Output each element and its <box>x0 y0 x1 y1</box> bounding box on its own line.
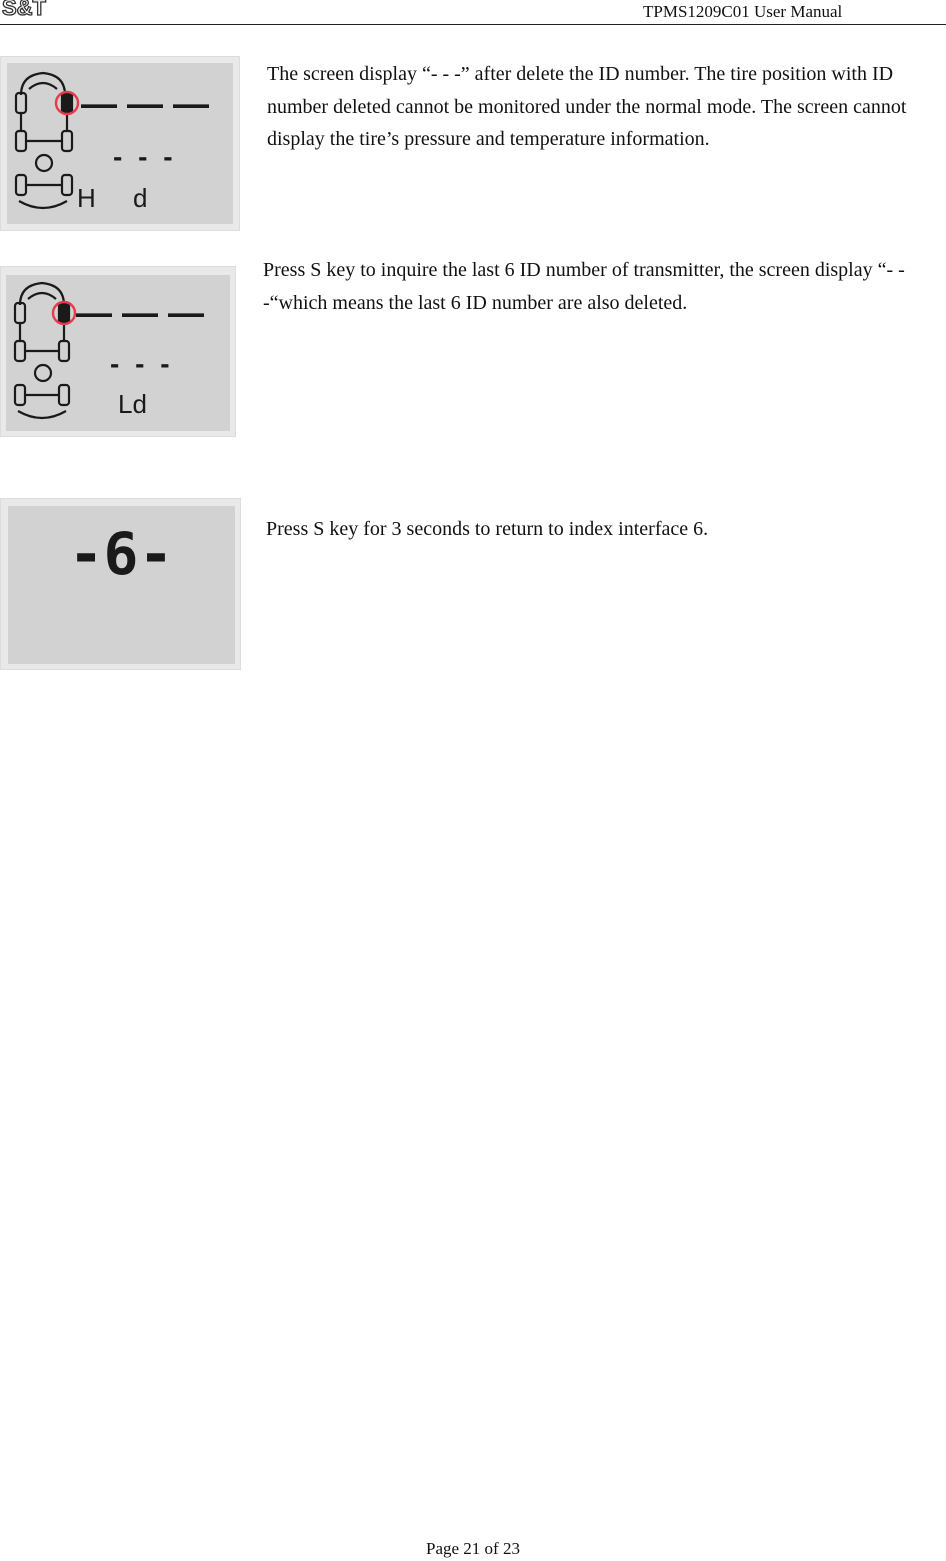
section-1-text: The screen display “- - -” after delete the ID number. The tire position with ID number deleted cannot be monitored under the normal mode. The screen cannot display the tire’s pressure and temperature information. <box>267 63 907 150</box>
lcd-screenshot-last6-deleted <box>0 266 236 437</box>
document-title: TPMS1209C01 User Manual <box>643 2 843 21</box>
index-reading: -6- <box>68 520 174 588</box>
lcd-display-index-6 <box>8 506 235 664</box>
lcd-display-last6-deleted <box>6 275 230 431</box>
selected-tire-icon <box>63 94 71 112</box>
page-header <box>0 0 946 26</box>
lcd-screenshot-deleted-id <box>0 56 240 231</box>
section-2-text: Press S key to inquire the last 6 ID number of transmitter, the screen display “- - -“which means the last 6 ID number are also deleted. <box>263 259 905 314</box>
selected-tire-icon <box>60 304 68 322</box>
bottom-left-code: H <box>77 183 96 213</box>
page-number: Page 21 of 23 <box>426 1539 520 1558</box>
header-divider <box>0 24 946 25</box>
svg-text:S&T: S&T <box>2 0 46 20</box>
section-3-text: Press S key for 3 seconds to return to index interface 6. <box>266 518 709 540</box>
top-reading: — — — <box>81 83 210 124</box>
bottom-code: Ld <box>118 389 147 419</box>
middle-reading: - - - <box>113 141 177 172</box>
brand-logo <box>2 0 74 21</box>
top-reading: — — — <box>76 292 205 333</box>
lcd-screenshot-index-6 <box>0 498 241 670</box>
lcd-display-deleted-id <box>7 63 233 224</box>
bottom-right-code: d <box>133 183 148 213</box>
middle-reading: - - - <box>110 348 174 379</box>
